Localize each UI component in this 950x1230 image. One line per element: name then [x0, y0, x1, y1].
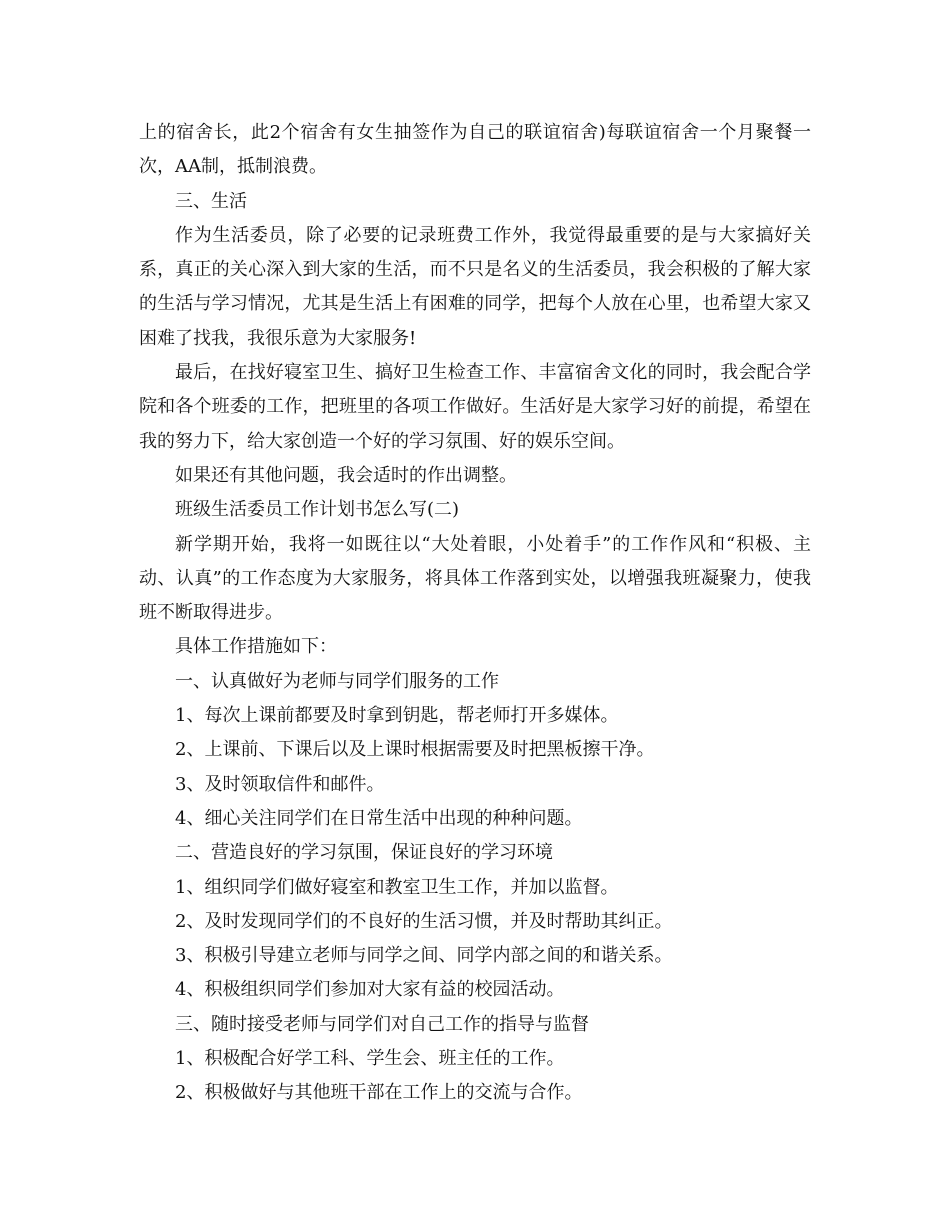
list-item: 3、积极引导建立老师与同学之间、同学内部之间的和谐关系。	[175, 945, 673, 967]
list-item: 2、上课前、下课后以及上课时根据需要及时把黑板擦干净。	[175, 739, 655, 761]
section-heading-life: 三、生活	[175, 190, 247, 212]
paragraph: 如果还有其他问题，我会适时的作出调整。	[175, 464, 517, 486]
document-body	[139, 116, 811, 1111]
paragraph: 最后，在找好寝室卫生、搞好卫生检查工作、丰富宿舍文化的同时，我会配合学院和各个班委的工作，把班里的各项工作做好。生活好是大家学习好的前提，希望在我的努力下，给大家创造一个好的学习氛围、好的娱乐空间。	[139, 362, 811, 452]
paragraph: 作为生活委员，除了必要的记录班费工作外，我觉得最重要的是与大家搞好关系，真正的关心深入到大家的生活，而不只是名义的生活委员，我会积极的了解大家的生活与学习情况，尤其是生活上有困难的同学，把每个人放在心里，也希望大家又困难了找我，我很乐意为大家服务!	[139, 224, 811, 349]
paragraph: 新学期开始，我将一如既往以“大处着眼，小处着手”的工作作风和“积极、主动、认真”的工作态度为大家服务，将具体工作落到实处，以增强我班凝聚力，使我班不断取得进步。	[139, 533, 811, 624]
list-item: 1、组织同学们做好寝室和教室卫生工作，并加以监督。	[175, 876, 619, 898]
list-item: 1、积极配合好学工科、学生会、班主任的工作。	[175, 1048, 565, 1070]
list-item: 1、每次上课前都要及时拿到钥匙，帮老师打开多媒体。	[175, 705, 619, 727]
list-item: 3、及时领取信件和邮件。	[175, 773, 385, 795]
list-item: 4、细心关注同学们在日常生活中出现的种种问题。	[175, 807, 583, 829]
list-item: 4、积极组织同学们参加对大家有益的校园活动。	[175, 979, 565, 1001]
section-heading: 二、营造良好的学习氛围，保证良好的学习环境	[175, 842, 553, 864]
list-item: 2、积极做好与其他班干部在工作上的交流与合作。	[175, 1082, 583, 1104]
document-subtitle: 班级生活委员工作计划书怎么写(二)	[175, 499, 460, 521]
paragraph-continuation: 上的宿舍长，此2个宿舍有女生抽签作为自己的联谊宿舍)每联谊宿舍一个月聚餐一次，AA制，抵制浪费。	[139, 122, 811, 178]
list-item: 2、及时发现同学们的不良好的生活习惯，并及时帮助其纠正。	[175, 910, 673, 932]
section-heading: 三、随时接受老师与同学们对自己工作的指导与监督	[175, 1013, 589, 1035]
section-heading: 一、认真做好为老师与同学们服务的工作	[175, 670, 499, 692]
paragraph: 具体工作措施如下：	[175, 636, 337, 658]
